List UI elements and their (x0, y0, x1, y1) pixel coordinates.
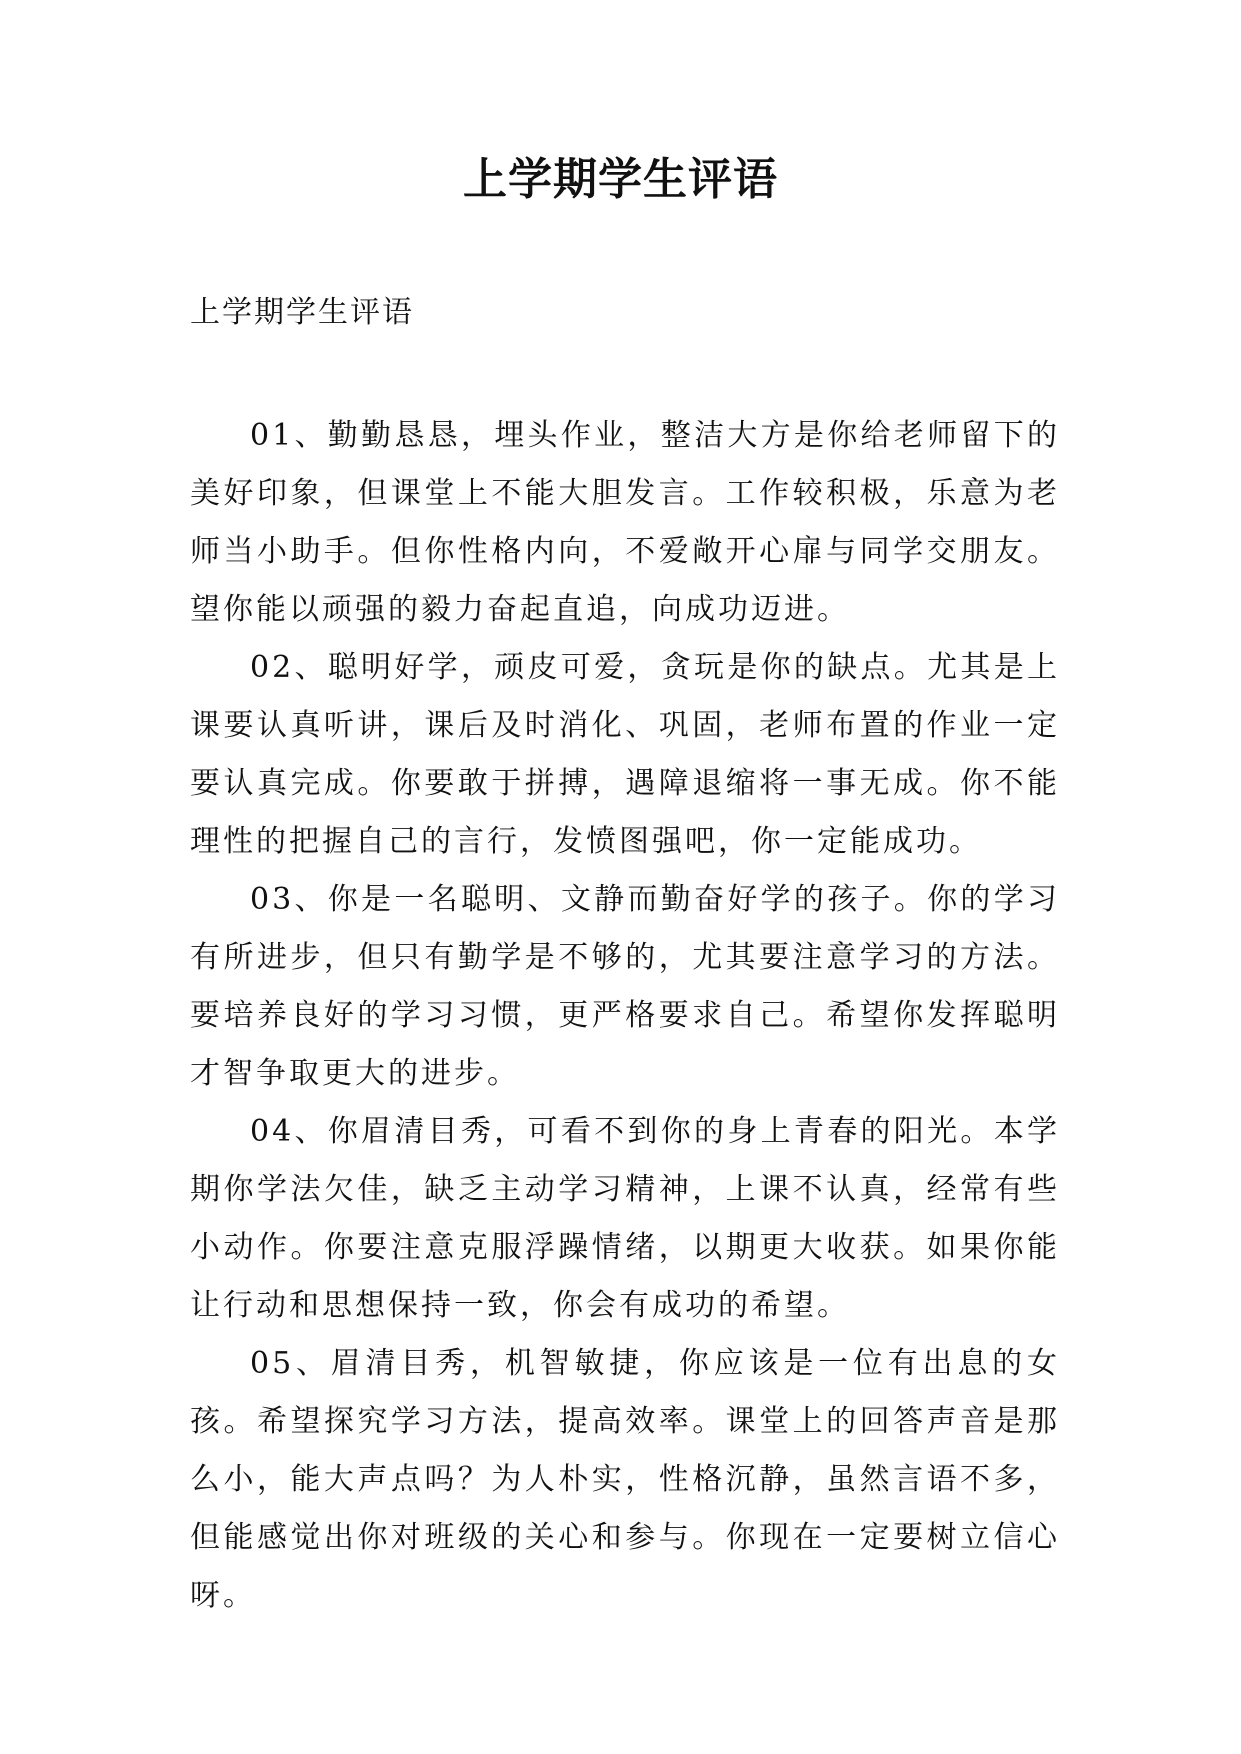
document-subtitle: 上学期学生评语 (190, 295, 414, 330)
comment-paragraph-04: 04、你眉清目秀，可看不到你的身上青春的阳光。本学期你学法欠佳，缺乏主动学习精神，上课不认真，经常有些小动作。你要注意克服浮躁情绪，以期更大收获。如果你能让行动和思想保持一致，你会有成功的希望。 (190, 1114, 1060, 1323)
comment-paragraph-03: 03、你是一名聪明、文静而勤奋好学的孩子。你的学习有所进步，但只有勤学是不够的，尤其要注意学习的方法。要培养良好的学习习惯，更严格要求自己。希望你发挥聪明才智争取更大的进步。 (190, 882, 1060, 1091)
document-title: 上学期学生评语 (463, 154, 778, 205)
comment-paragraph-01: 01、勤勤恳恳，埋头作业，整洁大方是你给老师留下的美好印象，但课堂上不能大胆发言。工作较积极，乐意为老师当小助手。但你性格内向，不爱敞开心扉与同学交朋友。望你能以顽强的毅力奋起直追，向成功迈进。 (190, 418, 1060, 627)
comment-paragraph-02: 02、聪明好学，顽皮可爱，贪玩是你的缺点。尤其是上课要认真听讲，课后及时消化、巩固，老师布置的作业一定要认真完成。你要敢于拼搏，遇障退缩将一事无成。你不能理性的把握自己的言行，发愤图强吧，你一定能成功。 (190, 650, 1060, 859)
document-body (190, 407, 1060, 1625)
comment-paragraph-05: 05、眉清目秀，机智敏捷，你应该是一位有出息的女孩。希望探究学习方法，提高效率。课堂上的回答声音是那么小，能大声点吗？为人朴实，性格沉静，虽然言语不多，但能感觉出你对班级的关心和参与。你现在一定要树立信心呀。 (190, 1346, 1060, 1613)
